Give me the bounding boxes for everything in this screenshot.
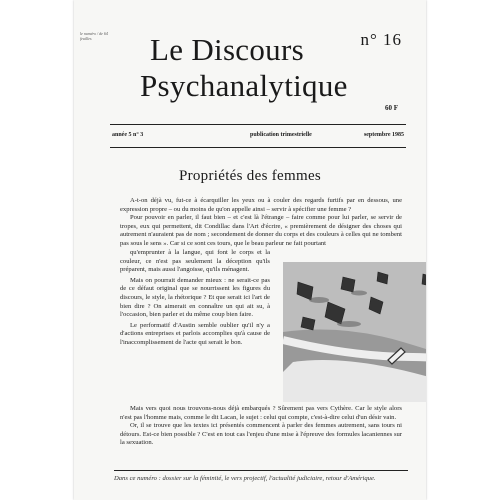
article-title: Propriétés des femmes [178, 168, 322, 184]
beach-chairs-illustration [283, 262, 426, 402]
closing-paragraph: Mais vers quoi nous trouvons-nous déjà embarqués ? Sûrement pas vers Cythère. Car le style alors n'est pas l'homme mais, comme le dit Lacan, le sujet : celui qui compte, c'est-à-dire celui d'un désir vain. [120, 405, 402, 421]
column-paragraph: qu'emprunter à la langue, qui font le corps et la couleur, ce n'est pas seulement la déception qu'ils préparent, mais aussi l'angoisse, qu'ils ménagent. [120, 249, 270, 274]
closing-paragraph: Or, il se trouve que les textes ici présentés commencent à parler des femmes autrement, sans tours ni détours. Est-ce bien possible ? C'est en tout cas l'enjeu d'une mise à l'épreuve des formules lacaniennes sur la sexuation. [120, 422, 402, 447]
magazine-cover-page [74, 0, 426, 500]
info-band [110, 124, 406, 148]
publication-date: septembre 1985 [363, 132, 404, 138]
year-number: année 5 n° 3 [112, 132, 144, 138]
column-paragraph: Le performatif d'Austin semble oublier qu'il n'y a d'actions entreprises et parlois accomplies qu'à cause de l'inaccomplissement de l'acte qui serait le bon. [120, 321, 270, 346]
price: 60 F [384, 104, 398, 112]
article-intro [120, 197, 402, 249]
column-paragraph: Mais on pourrait demander mieux : ne serait-ce pas de ce défaut original que se nourrissent les figures du discours, le style, la rhétorique ? Et que serait ici l'art de bien dire ? On aimerait en connaître un qui ait su, à l'occasion, bien parler et du même coup bien faire. [120, 276, 270, 319]
title-line-2: Psychanalytique [140, 68, 348, 103]
tiny-note: le numéro / de 64 feuilles [80, 31, 108, 41]
intro-paragraph: Pour pouvoir en parler, il faut bien – et c'est là l'étrange – faire comme pour lui parler, se servir de tropes, eux qui permettent, dit Condillac dans l'Art d'écrire, « premièrement de désigner des choses qui autrement n'auraient pas de nom ; secondement de donner du corps et des couleurs à celles qui ne tombent pas sous le sens ». Car si ce sont ces tours, que le beau parleur ne fait pourtant [120, 214, 402, 247]
publication-frequency: publication trimestrielle [250, 132, 312, 138]
article-left-column [120, 249, 270, 350]
article-closing [120, 405, 402, 448]
magazine-title [140, 32, 348, 104]
issue-number: n° 16 [360, 30, 402, 49]
title-line-1: Le Discours [150, 32, 304, 67]
intro-paragraph: A-t-on déjà vu, fut-ce à écarquiller les yeux ou à couler des regards furtifs par en dessous, une expression propre – ou du moins de qu'on appelle ainsi – servir à spécifier une femme ? [120, 197, 402, 213]
issue-contents-footer: Dans ce numéro : dossier sur la féminité, le vers projectif, l'actualité judiciaire, retour d'Amérique. [114, 470, 408, 482]
